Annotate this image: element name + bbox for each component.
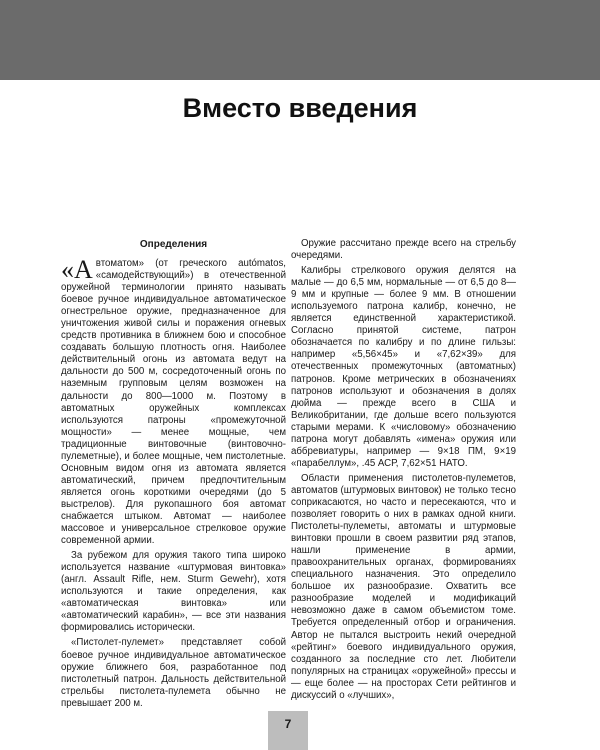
right-paragraph-3: Области применения пистолетов-пулеметов, автоматов (штурмовых винтовок) не только тесно соприкасаются, но часто и пересекаются, что и позволяет говорить о них в рамках одной книги. Пистолеты-пулеметы, автоматы и штурмовые винтовки прошли в своем развитии ряд этапов, нашли применение в армии, правоохранительных органах, формированиях специального назначения. Это определило большое их разнообразие. Охватить все разнообразие моделей и модификаций невозможно даже в самом объемистом томе. Требуется определенный отбор и ограничения. Автор не пытался выстроить некий очередной «рейтинг» боевого индивидуального оружия, созданного за последние сто лет. Любители популярных на страницах «оружейной» прессы и — еще более — на просторах Сети рейтингов и дискуссий о «лучших»,: [291, 472, 516, 701]
right-column: [291, 238, 516, 705]
right-paragraph-1: Оружие рассчитано прежде всего на стрельбу очередями.: [291, 238, 516, 262]
right-paragraph-2: Калибры стрелкового оружия делятся на малые — до 6,5 мм, нормальные — от 6,5 до 8—9 мм и крупные — более 9 мм. В отношении используемого патрона калибр, конечно, не является единственной характеристикой. Согласно принятой системе, патрон обозначается по калибру и по длине гильзы: например «5,56×45» и «7,62×39» для отечественных промежуточных (автоматных) патронов. Кроме метрических в обозначениях патронов используют и обозначения в долях дюйма — прежде всего в США и Великобритании, где дольше всего пользуются старыми мерами. К «числовому» обозначению патрона могут добавлять «имена» оружия или аббревиатуры, например — 9×18 ПМ, 9×19 «парабеллум», .45 АСР, 7,62×51 НАТО.: [291, 265, 516, 469]
page-number: 7: [268, 711, 308, 750]
left-column: [61, 238, 286, 713]
left-paragraph-2: За рубежом для оружия такого типа широко используется название «штурмовая винтовка» (англ. Assault Rifle, нем. Sturm Gewehr), хотя используются и такие определения, как «автоматическая винтовка» или «автоматический карабин», — все эти названия формировались исторически.: [61, 550, 286, 634]
drop-cap: «А: [61, 255, 93, 284]
section-heading: Определения: [139, 239, 208, 250]
left-paragraph-3: «Пистолет-пулемет» представляет собой боевое ручное индивидуальное автоматическое оружие ближнего боя, разработанное под пистолетный патрон. Дальность действительной стрельбы пистолета-пулемета обычно не превышает 200 м.: [61, 637, 286, 709]
left-paragraph-1-text: втоматом» (от греческого autómatos, «самодействующий») в отечественной оружейной терминологии принято называть боевое ручное индивидуальное автоматическое огнестрельное оружие, предназначенное для уничтожения живой силы и поражения огневых средств противника в ближнем бою и способное создавать большую плотность огня. Наиболее действительный огонь из автомата ведут на дальности до 500 м, сосредоточенный огонь по наземным групповым целям возможен на дальности до 800—1000 м. Поэтому в автоматных оружейных комплексах используются патроны «промежуточной мощности» — менее мощные, чем традиционные винтовочные (винтовочно-пулеметные), и более мощные, чем пистолетные. Основным видом огня из автомата является автоматический, причем предпочтительным является огонь короткими очередями (до 5 выстрелов). Для рукопашного боя автомат снабжается штыком. Автомат — наиболее массовое и универсальное стрелковое оружие современной армии.: [61, 258, 286, 547]
chapter-title: Вместо введения: [182, 93, 418, 123]
header-band: [0, 0, 600, 80]
left-paragraph-1: [61, 255, 286, 547]
